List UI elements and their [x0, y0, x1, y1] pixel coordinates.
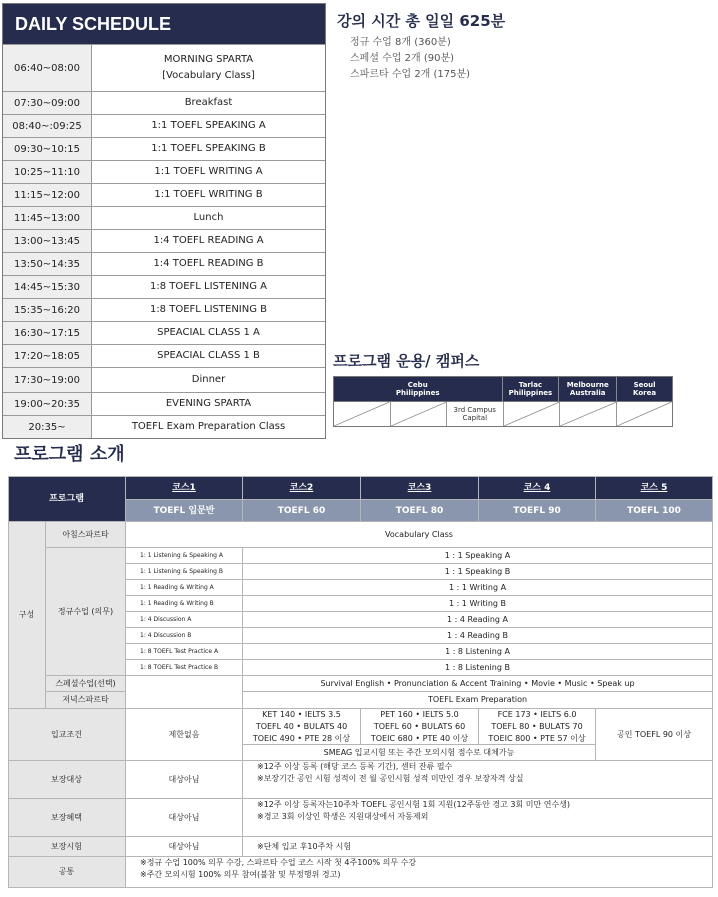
- entry-line: TOEFL 80 • BULATS 70: [491, 721, 583, 731]
- campus-header-tarlac: Tarlac Philippines: [503, 377, 560, 401]
- daily-schedule-table: [2, 3, 326, 439]
- schedule-row: [3, 206, 325, 229]
- course-3-header: 코스3: [361, 476, 479, 500]
- morning-sparta-value: Vocabulary Class: [126, 522, 713, 548]
- entry-line: FCE 173 • IELTS 6.0: [497, 709, 577, 719]
- schedule-activity: 1:1 TOEFL SPEAKING A: [151, 120, 266, 131]
- regular-class-name: 1: 1 Reading & Writing A: [126, 580, 243, 596]
- entry-line: TOEIC 800 • PTE 57 이상: [488, 733, 586, 743]
- course-2-header: 코스2: [243, 476, 361, 500]
- entry-note: SMEAG 입교시험 또는 주간 모의시험 점수로 대체가능: [243, 745, 596, 761]
- course-5-level: TOEFL 100: [596, 500, 713, 522]
- regular-class-name: 1: 4 Discussion A: [126, 612, 243, 628]
- schedule-activity: Lunch: [193, 212, 224, 223]
- schedule-activity: Breakfast: [184, 97, 233, 108]
- schedule-row: [3, 44, 325, 91]
- program-intro-title: 프로그램 소개: [14, 444, 125, 465]
- campus-cell: [334, 402, 391, 426]
- course-1-level: TOEFL 입문반: [126, 500, 243, 522]
- schedule-row: [3, 392, 325, 415]
- schedule-time: 17:30~19:00: [3, 368, 92, 392]
- campus-cell: [560, 402, 617, 426]
- special-class-value: Survival English • Pronunciation & Accent Training • Movie • Music • Speak up: [243, 676, 713, 692]
- schedule-time: 10:25~11:10: [3, 161, 92, 183]
- guarantee-benefit-text: [243, 799, 713, 837]
- regular-class-name: 1: 1 Listening & Speaking A: [126, 548, 243, 564]
- common-text: [126, 857, 713, 888]
- schedule-row: [3, 229, 325, 252]
- guarantee-target-text: [243, 761, 713, 799]
- schedule-activity: 1:8 TOEFL LISTENING A: [149, 281, 268, 292]
- regular-class-name: 1: 1 Listening & Speaking B: [126, 564, 243, 580]
- guarantee-exam-none: 대상아님: [126, 837, 243, 857]
- common-line: ※정규 수업 100% 의무 수강, 스파르타 수업 코스 시작 첫 4주100% 의무 수강: [140, 858, 417, 867]
- entry-course-2: [243, 709, 361, 745]
- course-3-level: TOEFL 80: [361, 500, 479, 522]
- schedule-time: 15:35~16:20: [3, 299, 92, 321]
- course-5-header: 코스 5: [596, 476, 713, 500]
- schedule-activity: 1:1 TOEFL WRITING A: [154, 166, 263, 177]
- course-1-header: 코스1: [126, 476, 243, 500]
- schedule-time: 11:45~13:00: [3, 207, 92, 229]
- campus-cell: [617, 402, 672, 426]
- course-2-level: TOEFL 60: [243, 500, 361, 522]
- campus-table: [333, 376, 673, 427]
- regular-class-value: 1 : 1 Speaking B: [243, 564, 713, 580]
- guarantee-benefit-label: 보장혜택: [8, 799, 126, 837]
- guarantee-line: ※경고 3회 이상인 학생은 지원대상에서 자동제외: [257, 812, 429, 821]
- campus-header-seoul: Seoul Korea: [633, 381, 657, 397]
- regular-class-name: 1: 4 Discussion B: [126, 628, 243, 644]
- schedule-row: [3, 321, 325, 344]
- schedule-row: [3, 114, 325, 137]
- regular-class-value: 1 : 4 Reading A: [243, 612, 713, 628]
- common-label: 공통: [8, 857, 126, 888]
- campus-header-melbourne: Melbourne Australia: [559, 377, 617, 401]
- schedule-activity: Dinner: [191, 374, 226, 385]
- schedule-activity: 1:1 TOEFL WRITING B: [154, 189, 263, 200]
- lecture-item: 스페셜 수업 2개 (90분): [350, 53, 455, 64]
- schedule-time: 06:40~08:00: [3, 45, 92, 91]
- evening-sparta-value: TOEFL Exam Preparation: [243, 692, 713, 709]
- entry-course-4: [479, 709, 596, 745]
- campus-cell: [504, 402, 561, 426]
- schedule-activity-line: MORNING SPARTA: [163, 54, 254, 65]
- regular-class-name: 1: 8 TOEFL Test Practice A: [126, 644, 243, 660]
- schedule-row: [3, 415, 325, 438]
- schedule-row: [3, 160, 325, 183]
- schedule-rows: [3, 44, 325, 438]
- entry-line: KET 140 • IELTS 3.5: [262, 709, 341, 719]
- regular-class-value: 1 : 8 Listening A: [243, 644, 713, 660]
- schedule-time: 17:20~18:05: [3, 345, 92, 367]
- guarantee-benefit-none: 대상아님: [126, 799, 243, 837]
- guarantee-line: ※보장기간 공인 시험 성적이 전 월 공인시험 성적 미만인 경우 보장자격 상실: [257, 774, 524, 783]
- schedule-activity: 1:8 TOEFL LISTENING B: [149, 304, 268, 315]
- regular-class-value: 1 : 4 Reading B: [243, 628, 713, 644]
- guarantee-exam-label: 보장시험: [8, 837, 126, 857]
- schedule-activity: 1:1 TOEFL SPEAKING B: [151, 143, 266, 154]
- regular-class-value: 1 : 8 Listening B: [243, 660, 713, 676]
- regular-class-label: 정규수업 (의무): [46, 548, 126, 676]
- schedule-activity: 1:4 TOEFL READING B: [153, 258, 264, 269]
- schedule-time: 19:00~20:35: [3, 393, 92, 415]
- entry-line: TOEIC 490 • PTE 28 이상: [252, 733, 351, 743]
- regular-class-value: 1 : 1 Speaking A: [243, 548, 713, 564]
- guarantee-target-none: 대상아님: [126, 761, 243, 799]
- campus-body-row: [334, 401, 672, 426]
- entry-course-5: 공인 TOEFL 90 이상: [596, 709, 713, 761]
- special-class-label: 스페셜수업(선택): [46, 676, 126, 692]
- schedule-activity: TOEFL Exam Preparation Class: [131, 421, 286, 432]
- entry-line: TOEIC 680 • PTE 40 이상: [370, 733, 469, 743]
- schedule-time: 13:00~13:45: [3, 230, 92, 252]
- program-header-label: 프로그램: [8, 476, 126, 522]
- course-4-level: TOEFL 90: [479, 500, 596, 522]
- course-4-header: 코스 4: [479, 476, 596, 500]
- campus-header-row: [334, 377, 672, 401]
- lecture-item: 정규 수업 8개 (360분): [350, 37, 451, 48]
- schedule-activity: SPEACIAL CLASS 1 B: [157, 350, 260, 361]
- schedule-time: 07:30~09:00: [3, 92, 92, 114]
- entry-course-3: [361, 709, 479, 745]
- schedule-time: 09:30~10:15: [3, 138, 92, 160]
- morning-sparta-label: 아침스파르타: [46, 522, 126, 548]
- regular-class-value: 1 : 1 Writing B: [243, 596, 713, 612]
- regular-class-name: 1: 8 TOEFL Test Practice B: [126, 660, 243, 676]
- campus-cell: [391, 402, 448, 426]
- schedule-row: [3, 91, 325, 114]
- campus-cell-3rd: 3rd Campus Capital: [447, 402, 504, 426]
- evening-sparta-label: 저녁스파르타: [46, 692, 126, 709]
- schedule-activity: EVENING SPARTA: [165, 398, 252, 409]
- schedule-time: 08:40~:09:25: [3, 115, 92, 137]
- schedule-time: 16:30~17:15: [3, 322, 92, 344]
- schedule-row: [3, 344, 325, 367]
- special-evening-blank: [126, 676, 243, 709]
- program-table: [8, 476, 713, 888]
- schedule-time: 20:35~: [3, 416, 92, 438]
- entry-line: PET 160 • IELTS 5.0: [380, 709, 459, 719]
- lecture-total-title: 강의 시간 총 일일 625분: [337, 12, 506, 30]
- guarantee-line: ※12주 이상 등록 (해당 코스 등록 기간), 센터 잔류 필수: [257, 762, 453, 771]
- schedule-row: [3, 298, 325, 321]
- schedule-row: [3, 137, 325, 160]
- guarantee-line: ※12주 이상 등록자는10주차 TOEFL 공인시험 1회 지원(12주동안 경고 3회 미만 연수생): [257, 800, 571, 809]
- schedule-time: 11:15~12:00: [3, 184, 92, 206]
- lecture-item: 스파르타 수업 2개 (175분): [350, 69, 471, 80]
- regular-class-value: 1 : 1 Writing A: [243, 580, 713, 596]
- campus-header-cebu: Cebu Philippines: [334, 377, 503, 401]
- campus-title: 프로그램 운용/ 캠퍼스: [333, 352, 480, 370]
- guarantee-target-label: 보장대상: [8, 761, 126, 799]
- schedule-activity-line: [Vocabulary Class]: [162, 70, 255, 81]
- entry-line: TOEFL 60 • BULATS 60: [373, 721, 466, 731]
- entry-condition-label: 입교조건: [8, 709, 126, 761]
- schedule-activity: 1:4 TOEFL READING A: [153, 235, 264, 246]
- guarantee-exam-text: ※단체 입교 후10주차 시험: [243, 837, 713, 857]
- schedule-row: [3, 275, 325, 298]
- schedule-activity: [92, 45, 325, 91]
- entry-course-1: 제한없음: [126, 709, 243, 761]
- schedule-row: [3, 183, 325, 206]
- entry-line: TOEFL 40 • BULATS 40: [255, 721, 348, 731]
- schedule-row: [3, 252, 325, 275]
- common-line: ※주간 모의시험 100% 의무 참여(불참 및 부정행위 경고): [140, 870, 341, 879]
- regular-class-name: 1: 1 Reading & Writing B: [126, 596, 243, 612]
- schedule-row: [3, 367, 325, 392]
- schedule-activity: SPEACIAL CLASS 1 A: [157, 327, 260, 338]
- schedule-title: DAILY SCHEDULE: [3, 4, 325, 44]
- composition-label: 구성: [8, 522, 46, 709]
- schedule-time: 13:50~14:35: [3, 253, 92, 275]
- schedule-time: 14:45~15:30: [3, 276, 92, 298]
